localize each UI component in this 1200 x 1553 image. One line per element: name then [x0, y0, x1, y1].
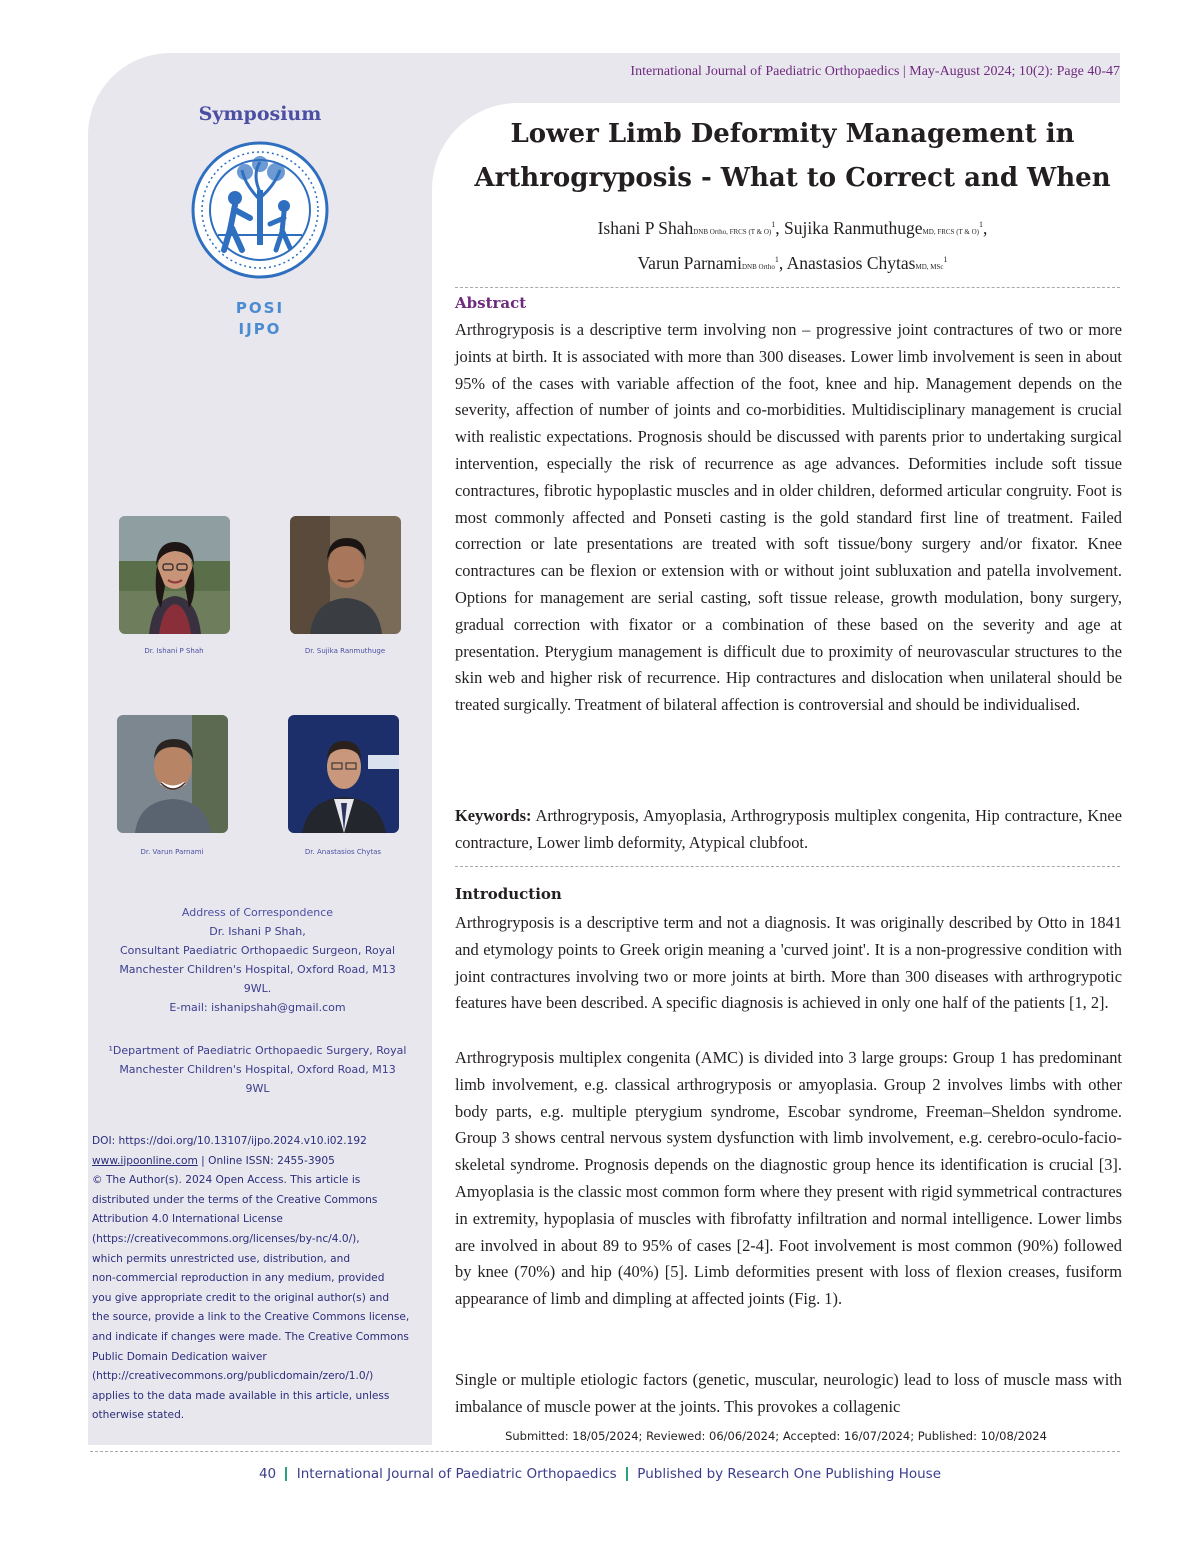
title-line: Lower Limb Deformity Management in	[510, 119, 1075, 149]
logo-text-posi: POSI	[235, 299, 285, 317]
author-name: Varun Parnami	[637, 252, 742, 273]
author-affil: 1	[774, 254, 779, 264]
logo-text-ijpo: IJPO	[238, 320, 282, 338]
intro-paragraph-2: Arthrogryposis multiplex congenita (AMC) is divided into 3 large groups: Group 1 has predominant limb involvement, e.g. classical arthrogryposis or amyoplasia. Group 2 involves limbs with other body parts, e.g. multiple pterygium syndrome, Escobar syndrome, Freeman–Sheldon syndrome. Group 3 shows central nervous system dysfunction with limb involvement, e.g. cerebro-oculo-facio-skeletal syndrome. Prognosis depends on the diagnostic group hence its identification is crucial [3]. Amyoplasia is the classic most common form where they present with rigid symmetrical contractures in extremity, hypoplasia of muscles with fibrofatty infiltration and normal intelligence. Lower limbs are involved in about 89 to 95% of cases [2-4]. Foot involvement is most common (90%) followed by knee (70%) and hip (40%) [5]. Limb deformities present with loss of flexion creases, fusiform appearance of limb and dimpling at affected joints (Fig. 1).	[455, 1048, 1122, 1309]
dept-line: Manchester Children's Hospital, Oxford Road, M13	[119, 1063, 396, 1076]
license-line: non-commercial reproduction in any medium, provided	[92, 1272, 385, 1285]
license-line: applies to the data made available in this article, unless	[92, 1389, 390, 1402]
website-link[interactable]: www.ijpoonline.com	[92, 1154, 198, 1167]
author-affil: 1	[771, 220, 776, 229]
author-name: Ishani P Shah	[597, 217, 694, 238]
footer-separator	[285, 1467, 287, 1481]
author-caption-2: Dr. Sujika Ranmuthuge	[304, 647, 386, 655]
license-line: Public Domain Dedication waiver	[92, 1350, 267, 1363]
author-caption-4: Dr. Anastasios Chytas	[304, 848, 382, 856]
address-name: Dr. Ishani P Shah,	[209, 925, 306, 938]
author-list	[450, 211, 1135, 281]
author-affil: 1	[943, 254, 948, 264]
author-line: Ishani P ShahDNB Ortho, FRCS (T & O)$^1$, Sujika RanmuthugeMD, FRCS (T & O)$^1$,	[597, 217, 988, 238]
author-line: Varun ParnamiDNB Ortho$^1$, Anastasios ChytasMD, MSc$^1$	[637, 252, 948, 273]
keywords-paragraph	[455, 803, 1122, 857]
abstract-text: Arthrogryposis is a descriptive term involving non – progressive joint contractures of two or more joints at birth. It is associated with more than 300 diseases. Lower limb involvement is seen in about 95% of the cases with variable affection of the foot, knee and hip. Management depends on the severity, affection of number of joints and co-morbidities. Multidisciplinary management is crucial with realistic expectations. Prognosis should be discussed with parents prior to undertaking surgical intervention, especially the risk of recurrence as age advances. Deformities include soft tissue contractures, fibrotic hypoplastic muscles and in older children, deformed articular congruity. Foot is most commonly affected and Ponseti casting is the gold standard first line of treatment. Failed correction or late presentations are treated with soft tissue/bony surgery and/or fixator. Knee contractures can be flexion or extension with or without joint subluxation and patella involvement. Options for management are serial casting, soft tissue release, growth modulation, bony surgery, gradual correction with fixator or a combination of these based on the severity and age at presentation. Pterygium management is difficult due to proximity of neurovascular structures to the skin web and higher risk of recurrence. Hip contractures and dislocation when unilateral should be treated surgically. Treatment of bilateral affection is controversial and should be individualised.	[455, 320, 1122, 715]
license-block	[92, 1132, 422, 1426]
intro-paragraph-1: Arthrogryposis is a descriptive term and not a diagnosis. It was originally described by Otto in 1841 and etymology points to Greek origin meaning a 'curved joint'. It is a non-progressive condition with joint contractures involving two or more joints at birth. More than 300 diseases with arthrogrypotic features have been described. A specific diagnosis is achieved in only one half of the patients [1, 2].	[455, 913, 1122, 1013]
footer-journal-name: International Journal of Paediatric Orthopaedics	[296, 1466, 617, 1482]
divider	[455, 287, 1120, 288]
address-line: Consultant Paediatric Orthopaedic Surgeon, Royal	[119, 944, 396, 957]
license-line: otherwise stated.	[92, 1409, 185, 1422]
intro-paragraph-3: Single or multiple etiologic factors (genetic, muscular, neurologic) lead to loss of muscle mass with imbalance of muscle power at the joints. This provokes a collagenic	[455, 1370, 1122, 1416]
keywords-label: Keywords:	[455, 806, 532, 825]
doi-text: DOI: https://doi.org/10.13107/ijpo.2024.v10.i02.192	[92, 1135, 367, 1147]
license-line: the source, provide a link to the Creative Commons license,	[92, 1311, 410, 1324]
department-affiliation	[95, 1041, 420, 1098]
correspondence-address	[95, 903, 420, 1017]
author-photo-2	[290, 516, 401, 634]
author-name: Anastasios Chytas	[786, 252, 916, 273]
license-line: © The Author(s). 2024 Open Access. This article is	[92, 1174, 361, 1187]
author-degrees: MD, FRCS (T & O)	[922, 227, 980, 236]
dept-line: ¹Department of Paediatric Orthopaedic Surgery, Royal	[108, 1044, 407, 1057]
website-issn-line	[92, 1152, 422, 1172]
page-number: 40	[258, 1466, 277, 1482]
address-line: 9WL.	[243, 982, 272, 995]
license-line: distributed under the terms of the Creative Commons	[92, 1193, 378, 1206]
author-caption-3: Dr. Varun Parnami	[140, 848, 204, 856]
author-photo-4	[288, 715, 399, 833]
email-text: E-mail: ishanipshah@gmail.com	[169, 1001, 346, 1014]
address-heading: Address of Correspondence	[181, 906, 334, 919]
author-caption-1: Dr. Ishani P Shah	[144, 647, 204, 655]
footer-publisher: Published by Research One Publishing House	[637, 1466, 942, 1482]
author-photo-1	[119, 516, 230, 634]
footer-divider	[90, 1451, 1120, 1452]
author-photo-3	[117, 715, 228, 833]
license-line: Attribution 4.0 International License	[92, 1213, 283, 1226]
license-line: (https://creativecommons.org/licenses/by-nc/4.0/),	[92, 1232, 360, 1245]
author-degrees: DNB Ortho, FRCS (T & O)	[693, 227, 772, 236]
license-line: (http://creativecommons.org/publicdomain/zero/1.0/)	[92, 1370, 374, 1383]
author-affil: 1	[979, 220, 984, 229]
license-line: which permits unrestricted use, distribution, and	[92, 1252, 351, 1265]
article-title	[450, 112, 1135, 200]
author-name: Sujika Ranmuthuge	[784, 217, 923, 238]
license-line: you give appropriate credit to the original author(s) and	[92, 1291, 390, 1304]
logo-acronyms	[205, 298, 315, 340]
author-degrees: DNB Ortho	[741, 262, 775, 271]
journal-logo-icon	[190, 140, 330, 280]
author-degrees: MD, MSc	[915, 262, 944, 271]
divider	[455, 866, 1120, 867]
section-label: Symposium	[198, 103, 322, 125]
intro-heading: Introduction	[455, 885, 562, 903]
issn-text: | Online ISSN: 2455-3905	[197, 1154, 335, 1167]
page-footer	[0, 1466, 1200, 1482]
license-line: and indicate if changes were made. The Creative Commons	[92, 1330, 409, 1343]
abstract-heading: Abstract	[455, 294, 527, 312]
submission-dates: Submitted: 18/05/2024; Reviewed: 06/06/2024; Accepted: 16/07/2024; Published: 10/08/2024	[505, 1429, 1047, 1443]
keywords-text: Arthrogryposis, Amyoplasia, Arthrogryposis multiplex congenita, Hip contracture, Knee contracture, Lower limb deformity, Atypical clubfoot.	[455, 806, 1122, 852]
journal-header: International Journal of Paediatric Orthopaedics | May-August 2024; 10(2): Page 40-47	[630, 64, 1120, 79]
title-line: Arthrogryposis - What to Correct and When	[474, 163, 1111, 193]
dept-line: 9WL	[245, 1082, 270, 1095]
address-line: Manchester Children's Hospital, Oxford Road, M13	[119, 963, 396, 976]
footer-separator	[626, 1467, 628, 1481]
